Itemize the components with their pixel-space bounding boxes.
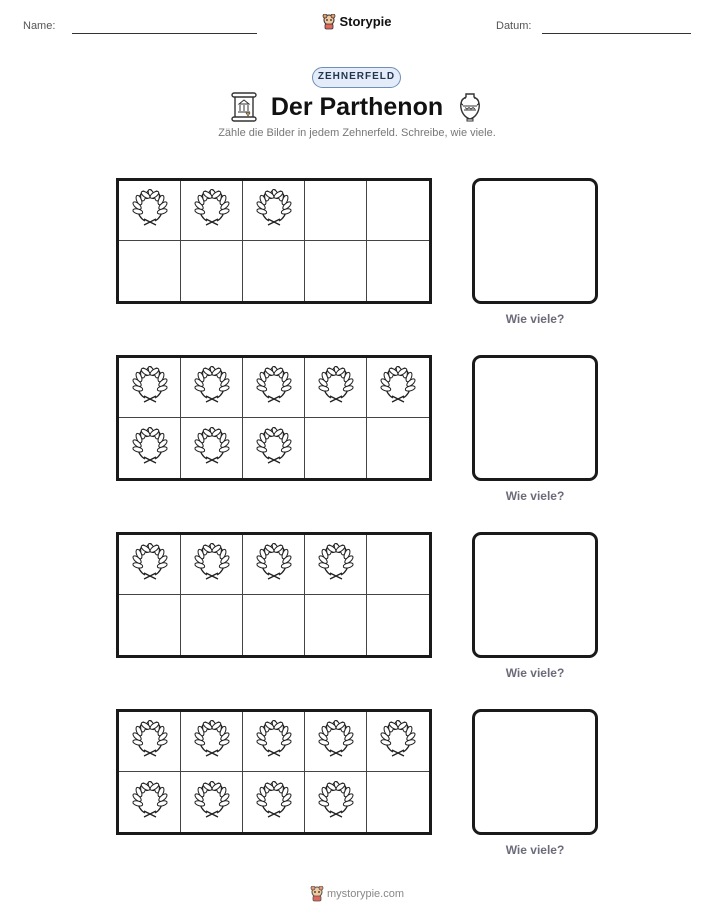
laurel-wreath-icon: [378, 365, 418, 410]
laurel-wreath-icon: [192, 426, 232, 471]
ten-frame-cell: [367, 241, 429, 301]
ten-frame-2: [116, 355, 432, 481]
laurel-wreath-icon: [254, 719, 294, 764]
answer-box-4[interactable]: [472, 709, 598, 835]
laurel-wreath-icon: [192, 780, 232, 825]
ten-frame-cell: [367, 358, 429, 418]
name-label: Name:: [23, 20, 56, 32]
title-row: [0, 92, 714, 122]
ten-frame-3: [116, 532, 432, 658]
ten-frame-4: [116, 709, 432, 835]
ten-frame-cell: [243, 181, 305, 241]
ten-frame-cell: [305, 418, 367, 478]
ten-frame-cell: [243, 535, 305, 595]
date-label: Datum:: [496, 20, 532, 32]
ten-frame-cell: [181, 241, 243, 301]
date-line[interactable]: [542, 33, 691, 34]
how-many-label-3: Wie viele?: [505, 666, 565, 680]
ten-frame-cell: [367, 535, 429, 595]
laurel-wreath-icon: [130, 365, 170, 410]
laurel-wreath-icon: [316, 542, 356, 587]
amphora-icon: [457, 92, 483, 122]
brand-name: Storypie: [339, 14, 392, 30]
ten-frame-cell: [305, 358, 367, 418]
ten-frame-cell: [305, 181, 367, 241]
laurel-wreath-icon: [316, 780, 356, 825]
scroll-icon: [231, 92, 257, 122]
topic-badge: ZEHNERFELD: [312, 67, 401, 88]
ten-frame-cell: [367, 712, 429, 772]
ten-frame-cell: [119, 535, 181, 595]
footer: [0, 886, 714, 902]
laurel-wreath-icon: [192, 188, 232, 233]
ten-frame-cell: [243, 595, 305, 655]
footer-url: mystorypie.com: [326, 888, 405, 900]
ten-frame-cell: [181, 181, 243, 241]
ten-frame-cell: [305, 772, 367, 832]
answer-box-2[interactable]: [472, 355, 598, 481]
laurel-wreath-icon: [254, 780, 294, 825]
laurel-wreath-icon: [378, 719, 418, 764]
ten-frame-cell: [119, 712, 181, 772]
ten-frame-cell: [305, 535, 367, 595]
answer-box-3[interactable]: [472, 532, 598, 658]
mascot-icon: [310, 886, 324, 902]
ten-frame-cell: [181, 712, 243, 772]
laurel-wreath-icon: [192, 719, 232, 764]
ten-frame-cell: [181, 418, 243, 478]
laurel-wreath-icon: [130, 188, 170, 233]
laurel-wreath-icon: [130, 780, 170, 825]
ten-frame-cell: [119, 358, 181, 418]
how-many-label-4: Wie viele?: [505, 843, 565, 857]
ten-frame-cell: [243, 241, 305, 301]
laurel-wreath-icon: [316, 719, 356, 764]
laurel-wreath-icon: [254, 365, 294, 410]
ten-frame-cell: [119, 181, 181, 241]
ten-frame-cell: [367, 418, 429, 478]
ten-frame-cell: [367, 181, 429, 241]
instructions: Zähle die Bilder in jedem Zehnerfeld. Schreibe, wie viele.: [218, 127, 496, 139]
page-title: Der Parthenon: [270, 92, 444, 121]
how-many-label-2: Wie viele?: [505, 489, 565, 503]
laurel-wreath-icon: [192, 542, 232, 587]
ten-frame-cell: [181, 358, 243, 418]
ten-frame-cell: [119, 772, 181, 832]
laurel-wreath-icon: [192, 365, 232, 410]
ten-frame-cell: [305, 595, 367, 655]
ten-frame-cell: [367, 772, 429, 832]
ten-frame-cell: [305, 241, 367, 301]
ten-frame-cell: [367, 595, 429, 655]
ten-frame-cell: [119, 595, 181, 655]
ten-frame-cell: [181, 595, 243, 655]
laurel-wreath-icon: [130, 719, 170, 764]
laurel-wreath-icon: [130, 426, 170, 471]
answer-box-1[interactable]: [472, 178, 598, 304]
laurel-wreath-icon: [254, 188, 294, 233]
laurel-wreath-icon: [254, 542, 294, 587]
laurel-wreath-icon: [130, 542, 170, 587]
name-line[interactable]: [72, 33, 257, 34]
mascot-icon: [322, 14, 336, 30]
ten-frame-cell: [243, 712, 305, 772]
laurel-wreath-icon: [254, 426, 294, 471]
ten-frame-cell: [243, 418, 305, 478]
ten-frame-cell: [305, 712, 367, 772]
ten-frame-cell: [181, 772, 243, 832]
brand-logo: [0, 13, 714, 30]
laurel-wreath-icon: [316, 365, 356, 410]
ten-frame-cell: [181, 535, 243, 595]
ten-frame-1: [116, 178, 432, 304]
ten-frame-cell: [119, 418, 181, 478]
ten-frame-cell: [243, 358, 305, 418]
ten-frame-cell: [119, 241, 181, 301]
how-many-label-1: Wie viele?: [505, 312, 565, 326]
ten-frame-cell: [243, 772, 305, 832]
